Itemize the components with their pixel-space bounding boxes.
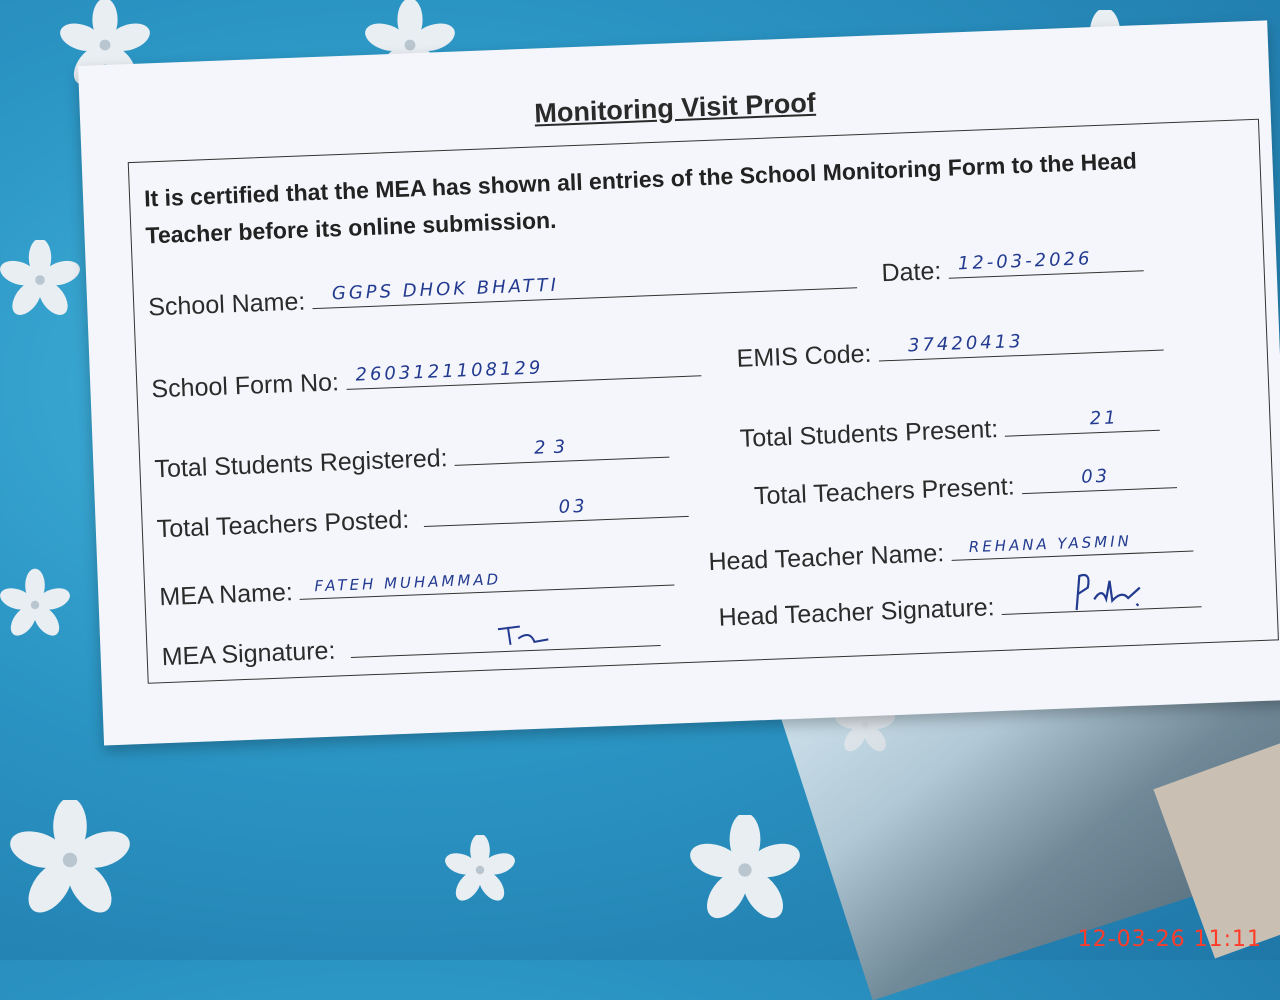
students-present-label: Total Students Present: <box>739 414 999 453</box>
students-registered-row <box>154 433 670 485</box>
head-teacher-signature-mark <box>1065 567 1157 615</box>
students-present-value: 21 <box>1089 407 1120 430</box>
form-box <box>128 119 1279 684</box>
mea-signature-field <box>350 621 661 658</box>
emis-code-label: EMIS Code: <box>736 339 872 373</box>
school-name-field <box>312 263 858 309</box>
emis-code-value: 37420413 <box>907 330 1025 357</box>
certification-text: It is certified that the MEA has shown all entries of the School Monitoring Form to the Head Teacher before its online submission. <box>143 147 1138 249</box>
teachers-posted-row <box>156 492 689 544</box>
head-teacher-name-field <box>950 527 1193 561</box>
date-label: Date: <box>881 257 942 288</box>
students-registered-label: Total Students Registered: <box>154 444 449 484</box>
form-title: Monitoring Visit Proof <box>533 87 817 129</box>
teachers-present-value: 03 <box>1080 465 1111 488</box>
mea-signature-label: MEA Signature: <box>161 636 336 672</box>
emis-code-row <box>736 326 1164 374</box>
school-form-no-field <box>345 351 701 390</box>
mea-signature-row <box>161 621 661 672</box>
teachers-present-label: Total Teachers Present: <box>753 472 1016 511</box>
school-name-row <box>148 263 858 322</box>
school-form-no-label: School Form No: <box>150 368 340 404</box>
monitoring-form-paper <box>78 20 1280 745</box>
head-teacher-signature-label: Head Teacher Signature: <box>718 593 996 632</box>
mea-signature-mark <box>489 619 570 652</box>
school-name-value: GGPS DHOK BHATTI <box>331 274 560 305</box>
date-value: 12-03-2026 <box>957 248 1093 275</box>
mea-name-row <box>159 560 675 612</box>
flower-pattern-icon <box>10 800 130 920</box>
date-row <box>881 246 1144 288</box>
flower-pattern-icon <box>0 240 80 320</box>
camera-timestamp: 12-03-26 11:11 <box>1077 927 1262 952</box>
teachers-present-row <box>753 463 1177 511</box>
head-teacher-name-label: Head Teacher Name: <box>707 539 945 577</box>
school-form-no-row <box>151 351 701 404</box>
flower-pattern-icon <box>445 835 515 905</box>
mea-name-value: FATEH MUHAMMAD <box>314 570 502 596</box>
students-present-field <box>1004 406 1160 437</box>
students-registered-value: 23 <box>533 436 574 459</box>
students-registered-field <box>454 433 670 466</box>
school-form-no-value: 2603121108129 <box>355 357 544 386</box>
teachers-posted-value: 03 <box>558 495 589 518</box>
head-teacher-signature-field <box>1001 582 1202 615</box>
mea-name-label: MEA Name: <box>158 578 294 612</box>
flower-pattern-icon <box>0 560 70 650</box>
teachers-posted-label: Total Teachers Posted: <box>156 505 410 544</box>
head-teacher-signature-row <box>718 582 1202 633</box>
head-teacher-name-value: REHANA YASMIN <box>968 531 1133 557</box>
date-field <box>948 246 1144 278</box>
teachers-present-field <box>1021 463 1177 494</box>
teachers-posted-field <box>423 492 689 527</box>
emis-code-field <box>878 326 1164 362</box>
students-present-row <box>739 406 1160 454</box>
school-name-label: School Name: <box>147 287 306 322</box>
flower-pattern-icon <box>690 815 800 925</box>
mea-name-field <box>299 560 675 599</box>
